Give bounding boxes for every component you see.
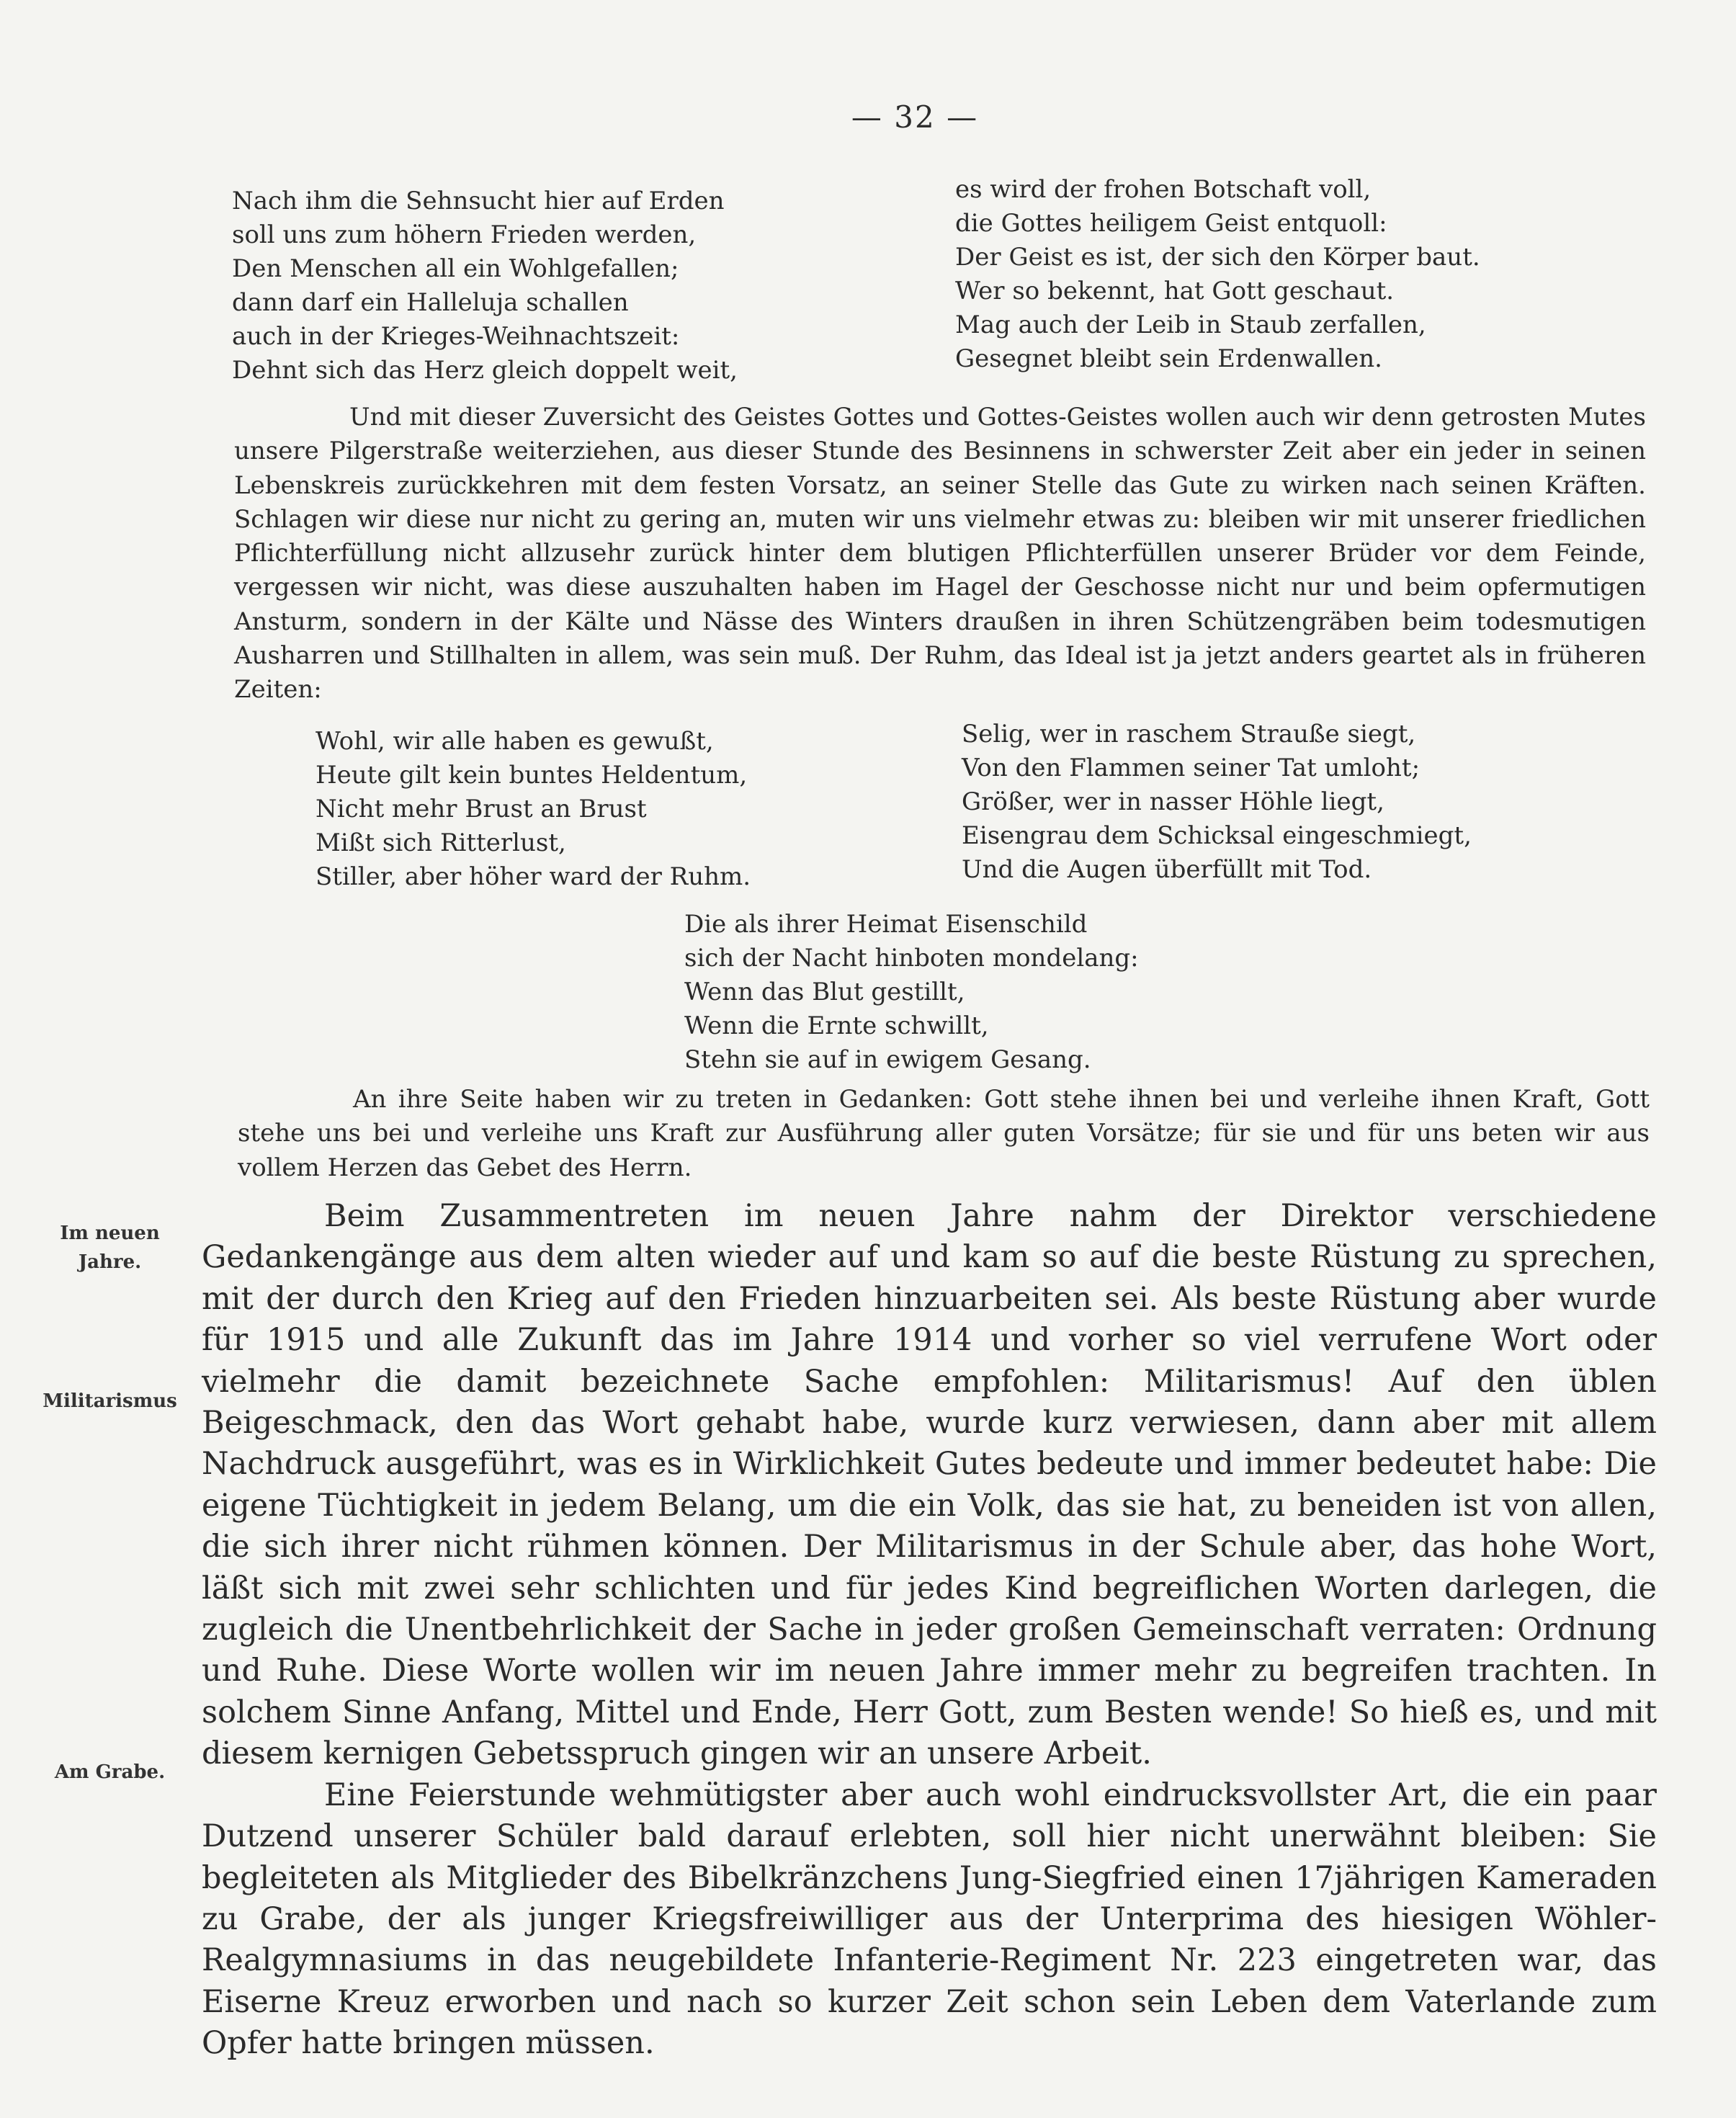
poem1-left-column: [232, 184, 738, 388]
verse-line: Gesegnet bleibt sein Erdenwallen.: [955, 344, 1382, 373]
verse-line: Und die Augen überfüllt mit Tod.: [962, 855, 1372, 884]
poem2-right-column: [962, 718, 1472, 887]
paragraph-zuversicht: [234, 401, 1646, 707]
paragraph-text: An ihre Seite haben wir zu treten in Gedanken: Gott stehe ihnen bei und verleihe ihnen Kraft, Gott stehe uns bei und verleihe uns Kraft zur Ausführung aller guten Vorsätze; für sie und für uns beten wir aus vollem Herzen das Gebet des Herrn.: [238, 1085, 1650, 1182]
verse-line: Von den Flammen seiner Tat umloht;: [962, 754, 1420, 782]
verse-line: soll uns zum höhern Frieden werden,: [232, 220, 697, 249]
margin-note-militarismus: [25, 1387, 194, 1416]
verse-line: Nach ihm die Sehnsucht hier auf Erden: [232, 187, 725, 215]
margin-note-line: Jahre.: [78, 1251, 142, 1273]
verse-line: Mißt sich Ritterlust,: [316, 828, 566, 857]
verse-line: Wohl, wir alle haben es gewußt,: [316, 727, 714, 756]
margin-note-line: Am Grabe.: [54, 1761, 166, 1783]
verse-line: Selig, wer in raschem Strauße siegt,: [962, 720, 1416, 749]
section-neues-jahr: Beim Zusammentreten im neuen Jahre nahm der Direktor verschiedene Gedankengänge aus dem alten wieder auf und kam so auf die beste Rüstung zu sprechen, mit der durch den Krieg auf den Frieden hinzuarbeiten sei. Als beste Rüstung aber wurde für 1915 und alle Zukunft das im Jahre 1914 und vorher so viel verrufene Wort oder vielmehr die damit bezeichnete Sache empfohlen: Militarismus! Auf den üblen Beigeschmack, den das Wort gehabt habe, wurde kurz verwiesen, dann aber mit allem Nachdruck ausgeführt, was es in Wirklichkeit Gutes bedeute und immer bedeutet habe: Die eigene Tüchtigkeit in jedem Belang, um die ein Volk, das sie hat, zu beneiden ist von allen, die sich ihrer nicht rühmen können. Der Militarismus in der Schule aber, das hohe Wort, läßt sich mit zwei sehr schlichten und für jedes Kind begreiflichen Worten darlegen, die zugleich die Unentbehrlichkeit der Sache in jeder großen Gemeinschaft verraten: Ordnung und Ruhe. Diese Worte wollen wir im neuen Jahre immer mehr zu begreifen trachten. In solchem Sinne Anfang, Mittel und Ende, Herr Gott, zum Besten wende! So hieß es, und mit diesem kernigen Gebetsspruch gingen wir an unsere Arbeit.: [202, 1198, 1657, 1772]
verse-line: die Gottes heiligem Geist entquoll:: [955, 209, 1387, 238]
verse-line: auch in der Krieges-Weihnachtszeit:: [232, 322, 680, 351]
verse-line: Wenn die Ernte schwillt,: [684, 1011, 989, 1040]
verse-line: Stehn sie auf in ewigem Gesang.: [684, 1045, 1091, 1074]
verse-line: Den Menschen all ein Wohlgefallen;: [232, 254, 679, 283]
page-number: — 32 —: [851, 99, 979, 135]
margin-note-neues-jahr: [25, 1219, 194, 1277]
verse-line: dann darf ein Halleluja schallen: [232, 288, 629, 317]
margin-note-line: Militarismus: [42, 1390, 177, 1412]
verse-line: Eisengrau dem Schicksal eingeschmiegt,: [962, 821, 1472, 850]
paragraph-gebet: [238, 1083, 1650, 1185]
verse-line: Der Geist es ist, der sich den Körper baut.: [955, 243, 1480, 272]
verse-line: Wenn das Blut gestillt,: [684, 978, 965, 1006]
poem2-center-stanza: [684, 908, 1139, 1077]
verse-line: Stiller, aber höher ward der Ruhm.: [316, 862, 751, 891]
verse-line: Größer, wer in nasser Höhle liegt,: [962, 787, 1384, 816]
main-text: [202, 1196, 1657, 2065]
paragraph-text: Und mit dieser Zuversicht des Geistes Gottes und Gottes-Geistes wollen auch wir denn getrosten Mutes unsere Pilgerstraße weiterziehen, aus dieser Stunde des Besinnens in schwerster Zeit aber ein jeder in seinen Lebenskreis zurückkehren mit dem festen Vorsatz, an seiner Stelle das Gute zu wirken nach seinen Kräften. Schlagen wir diese nur nicht zu gering an, muten wir uns vielmehr etwas zu: bleiben wir mit unserer friedlichen Pflichterfüllung nicht allzusehr zurück hinter dem blutigen Pflichterfüllen unserer Brüder vor dem Feinde, vergessen wir nicht, was diese auszuhalten haben im Hagel der Geschosse nicht nur und beim opfermutigen Ansturm, sondern in der Kälte und Nässe des Winters draußen in ihren Schützengräben beim todesmutigen Ausharren und Stillhalten in allem, was sein muß. Der Ruhm, das Ideal ist ja jetzt anders geartet als in früheren Zeiten:: [234, 403, 1646, 705]
poem2-left-column: [316, 725, 751, 894]
verse-line: Wer so bekennt, hat Gott geschaut.: [955, 277, 1395, 305]
verse-line: es wird der frohen Botschaft voll,: [955, 175, 1372, 204]
verse-line: sich der Nacht hinboten mondelang:: [684, 944, 1139, 973]
verse-line: Dehnt sich das Herz gleich doppelt weit,: [232, 356, 738, 385]
margin-note-line: Im neuen: [60, 1223, 160, 1244]
verse-line: Die als ihrer Heimat Eisenschild: [684, 910, 1088, 939]
verse-line: Mag auch der Leib in Staub zerfallen,: [955, 310, 1426, 339]
poem1-right-column: [955, 173, 1480, 376]
margin-note-am-grabe: [25, 1758, 194, 1787]
section-am-grabe: Eine Feierstunde wehmütigster aber auch wohl eindrucksvollster Art, die ein paar Dutzend unserer Schüler bald darauf erlebten, soll hier nicht unerwähnt bleiben: Sie begleiteten als Mitglieder des Bibelkränzchens Jung-Siegfried einen 17jährigen Kameraden zu Grabe, der als junger Kriegsfreiwilliger aus der Unterprima des hiesigen Wöhler-Realgymnasiums in das neugebildete Infanterie-Regiment Nr. 223 eingetreten war, das Eiserne Kreuz erworben und nach so kurzer Zeit schon sein Leben dem Vaterlande zum Opfer hatte bringen müssen.: [202, 1777, 1657, 2062]
verse-line: Nicht mehr Brust an Brust: [316, 795, 647, 823]
verse-line: Heute gilt kein buntes Heldentum,: [316, 761, 748, 790]
